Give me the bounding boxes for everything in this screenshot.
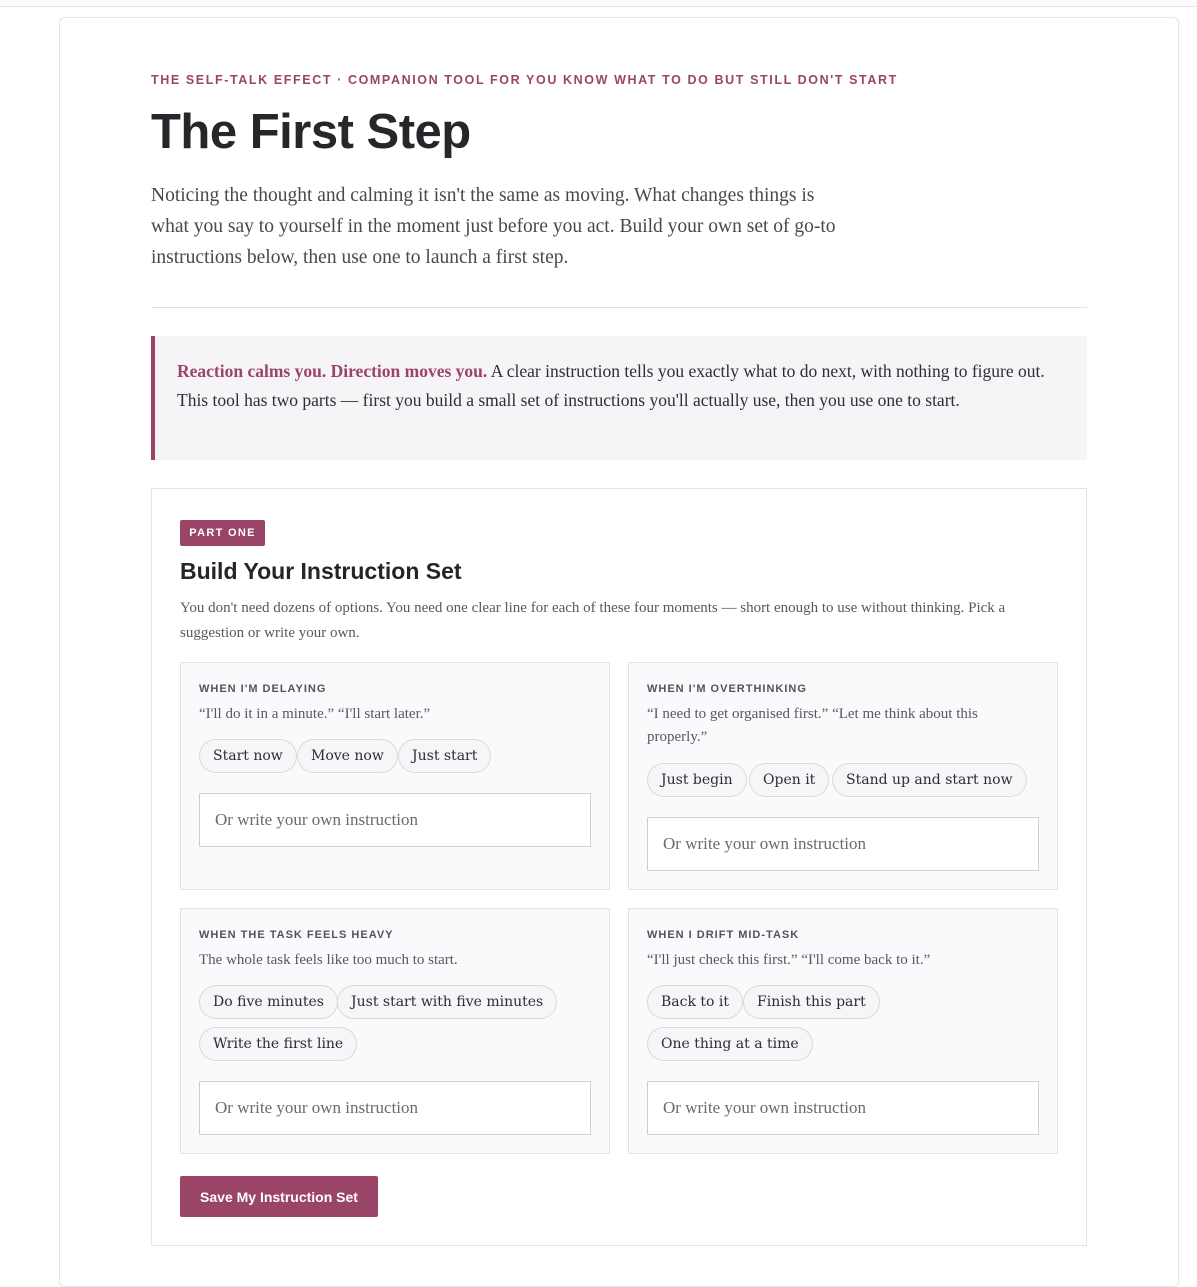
moment-card-overthinking (628, 662, 1058, 890)
own-instruction-input[interactable] (647, 1081, 1039, 1135)
section-description: You don't need dozens of options. You need one clear line for each of these four moments — short enough to use without thinking. Pick a suggestion or write your own. (180, 600, 1006, 641)
callout-lead: Reaction calms you. Direction moves you. (177, 361, 488, 381)
own-instruction-input[interactable] (199, 793, 591, 847)
eyebrow-label: THE SELF-TALK EFFECT · COMPANION TOOL FOR YOU KNOW WHAT TO DO BUT STILL DON'T START (151, 73, 898, 87)
suggestion-chip[interactable]: Just begin (647, 763, 747, 797)
moment-label: WHEN I'M DELAYING (199, 683, 327, 695)
moment-card-delaying (180, 662, 610, 890)
suggestion-chip[interactable]: Stand up and start now (832, 763, 1027, 797)
moment-example: “I'll just check this first.” “I'll come back to it.” (647, 952, 931, 968)
moment-label: WHEN THE TASK FEELS HEAVY (199, 929, 394, 941)
intro-paragraph: Noticing the thought and calming it isn't the same as moving. What changes things is what you say to yourself in the moment just before you act. Build your own set of go-to instructions below, then use one to launch a first step. (151, 185, 836, 268)
moment-label: WHEN I'M OVERTHINKING (647, 683, 807, 695)
suggestion-chip[interactable]: One thing at a time (647, 1027, 813, 1061)
suggestion-chip[interactable]: Write the first line (199, 1027, 357, 1061)
suggestion-chip[interactable]: Just start with five minutes (337, 985, 557, 1019)
own-instruction-input[interactable] (647, 817, 1039, 871)
suggestion-chip[interactable]: Do five minutes (199, 985, 338, 1019)
divider (151, 307, 1087, 308)
moment-example: The whole task feels like too much to start. (199, 952, 458, 968)
suggestion-chip[interactable]: Move now (297, 739, 398, 773)
suggestion-chip[interactable]: Start now (199, 739, 297, 773)
callout-body: A clear instruction tells you exactly what to do next, with nothing to figure out. This tool has two parts — first you build a small set of instructions you'll actually use, then you use one to start. (177, 361, 1045, 410)
moment-label: WHEN I DRIFT MID-TASK (647, 929, 800, 941)
suggestion-chip[interactable]: Back to it (647, 985, 743, 1019)
suggestion-chip[interactable]: Open it (749, 763, 829, 797)
part-badge: PART ONE (180, 520, 265, 546)
own-instruction-input[interactable] (199, 1081, 591, 1135)
moment-example: “I need to get organised first.” “Let me think about this properly.” (647, 706, 978, 745)
moment-card-heavy (180, 908, 610, 1154)
page-title: The First Step (151, 105, 471, 159)
section-title: Build Your Instruction Set (180, 558, 462, 584)
callout (151, 336, 1087, 460)
top-strip (0, 0, 1197, 7)
save-instruction-set-button[interactable]: Save My Instruction Set (180, 1176, 378, 1217)
suggestion-chip[interactable]: Finish this part (743, 985, 880, 1019)
moment-example: “I'll do it in a minute.” “I'll start later.” (199, 706, 431, 722)
suggestion-chip[interactable]: Just start (398, 739, 491, 773)
moment-card-drift (628, 908, 1058, 1154)
